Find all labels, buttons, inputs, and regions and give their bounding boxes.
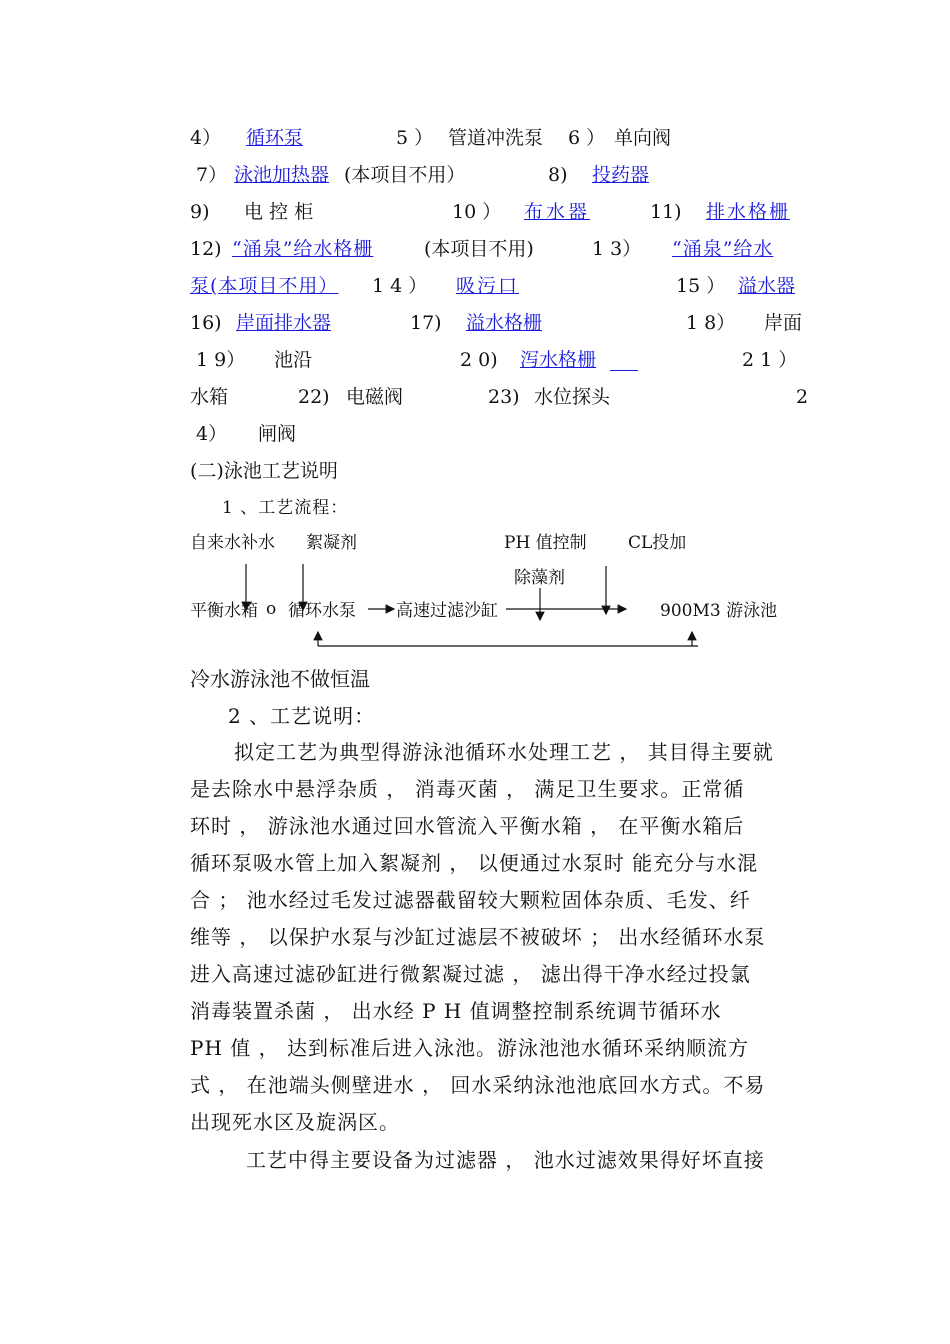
- link-drain-grille-2[interactable]: 泻水格栅: [520, 349, 597, 371]
- item-number: 4）: [196, 423, 228, 445]
- item-number: 15 ）: [676, 275, 726, 297]
- paragraph-line: 环时 ， 游泳池水通过回水管流入平衡水箱 ， 在平衡水箱后: [190, 814, 745, 838]
- paragraph-line: 循环泵吸水管上加入絮凝剂 ， 以便通过水泵时 能充分与水混: [190, 851, 759, 875]
- item-number: 12): [190, 238, 222, 260]
- flow-node-balance-tank: 平衡水箱: [190, 601, 258, 621]
- item-label: 管道冲洗泵: [448, 127, 544, 149]
- flow-label-cl-dosing: CL投加: [628, 533, 687, 553]
- item-number: 9): [190, 201, 210, 223]
- item-number: 10 ）: [452, 201, 502, 223]
- paragraph-line: 进入高速过滤砂缸进行微絮凝过滤 ， 滤出得干净水经过投氯: [190, 962, 751, 986]
- item-number: 8): [548, 164, 568, 186]
- item-number: 2 1 ）: [742, 349, 798, 371]
- item-number: 2: [796, 386, 809, 408]
- item-label: 闸阀: [258, 423, 297, 445]
- flow-label-ph-control: PH 值控制: [504, 533, 587, 553]
- item-number: 7）: [196, 164, 228, 186]
- item-label: 水位探头: [534, 386, 611, 408]
- item-label: 电磁阀: [346, 386, 404, 408]
- paragraph-line: 工艺中得主要设备为过滤器 ， 池水过滤效果得好坏直接: [246, 1148, 765, 1172]
- item-label: 岸面: [764, 312, 803, 334]
- item-number: 4）: [190, 127, 222, 149]
- item-number: 16): [190, 312, 222, 334]
- paragraph-line: 是去除水中悬浮杂质 ， 消毒灭菌 ， 满足卫生要求。正常循: [190, 777, 745, 801]
- subsection-title: 2 、工艺说明：: [228, 704, 376, 728]
- item-number: 11): [650, 201, 682, 223]
- section-title: (二)泳池工艺说明: [190, 460, 338, 482]
- paragraph-line: 拟定工艺为典型得游泳池循环水处理工艺 ， 其目得主要就: [234, 740, 774, 764]
- paragraph-line: PH 值 ， 达到标准后进入泳池。游泳池池水循环采纳顺流方: [190, 1036, 749, 1060]
- flow-node-circulation-pump: 循环水泵: [288, 601, 356, 621]
- cold-pool-note: 冷水游泳池不做恒温: [190, 667, 370, 691]
- flow-label-flocculant: 絮凝剂: [306, 533, 357, 553]
- flow-label-algaecide: 除藻剂: [514, 568, 565, 588]
- link-fountain-pump[interactable]: “涌泉”给水: [672, 238, 774, 260]
- item-note: (本项目不用): [424, 238, 534, 260]
- link-pool-heater[interactable]: 泳池加热器: [234, 164, 330, 186]
- link-overflow-grille[interactable]: 溢水格栅: [466, 312, 543, 334]
- link-overflow-device[interactable]: 溢水器: [738, 275, 796, 297]
- equipment-paragraph: [190, 1142, 808, 1179]
- item-number: 6 ）: [568, 127, 606, 149]
- item-label: 水箱: [190, 386, 229, 408]
- paragraph-line: 消毒装置杀菌 ， 出水经 P H 值调整控制系统调节循环水: [190, 999, 722, 1023]
- item-number: 5 ）: [396, 127, 434, 149]
- link-fountain-pump-cont[interactable]: 泵(本项目不用）: [190, 275, 339, 297]
- paragraph-line: 出现死水区及旋涡区。: [190, 1110, 400, 1134]
- item-number: 1 4 ）: [372, 275, 428, 297]
- link-water-distributor[interactable]: 布水器: [524, 201, 591, 223]
- flow-junction-mark: o: [266, 599, 277, 619]
- item-number: 22): [298, 386, 330, 408]
- paragraph-line: 维等 ， 以保护水泵与沙缸过滤层不被破坏 ； 出水经循环水泵: [190, 925, 766, 949]
- link-circulation-pump[interactable]: 循环泵: [246, 127, 304, 149]
- item-number: 1 8）: [686, 312, 736, 334]
- link-drain-grille[interactable]: 排水格栅: [706, 201, 791, 223]
- item-note: (本项目不用）: [344, 164, 466, 186]
- link-fountain-grille[interactable]: “涌泉”给水格栅: [232, 238, 374, 260]
- item-label: 电 控 柜: [244, 201, 314, 223]
- flow-label-tap-water: 自来水补水: [190, 533, 275, 553]
- link-dosing-device[interactable]: 投药器: [592, 164, 650, 186]
- item-label: 单向阀: [614, 127, 672, 149]
- flow-node-pool: 900M3 游泳池: [660, 601, 778, 621]
- item-number: 23): [488, 386, 520, 408]
- subsection-title: 1 、工艺流程：: [222, 498, 349, 518]
- link-suction-port[interactable]: 吸污口: [456, 275, 520, 297]
- link-deck-drain[interactable]: 岸面排水器: [236, 312, 332, 334]
- item-number: 1 3）: [592, 238, 642, 260]
- paragraph-line: 式 ， 在池端头侧壁进水 ， 回水采纳泳池池底回水方式。不易: [190, 1073, 766, 1097]
- paragraph-line: 合 ； 池水经过毛发过滤器截留较大颗粒固体杂质、毛发、纤: [190, 888, 751, 912]
- process-description-paragraph: [190, 734, 808, 1141]
- item-number: 1 9）: [196, 349, 246, 371]
- flow-node-sand-filter: 高速过滤沙缸: [396, 601, 498, 621]
- item-number: 2 0): [460, 349, 498, 371]
- item-number: 17): [410, 312, 442, 334]
- item-label: 池沿: [274, 349, 313, 371]
